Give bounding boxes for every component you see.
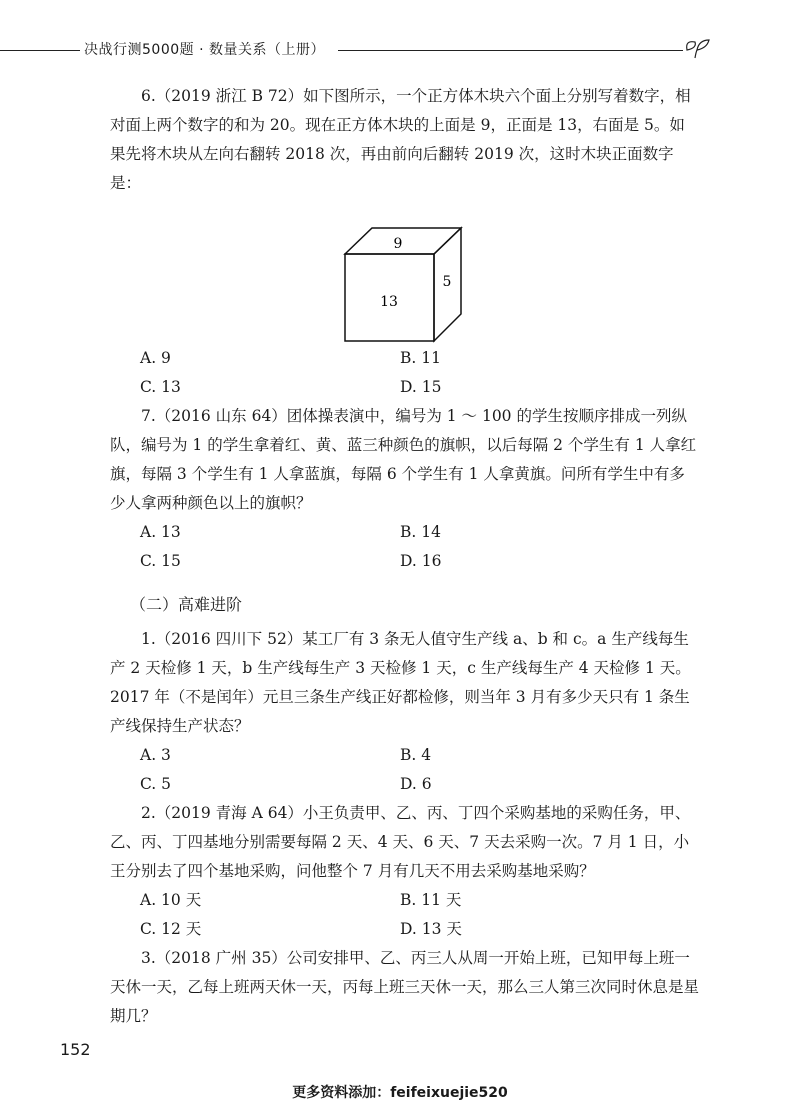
cube-right-number: 5 — [442, 274, 452, 290]
option-c: C. 12 天 — [140, 920, 202, 938]
option-d: D. 13 天 — [400, 920, 462, 938]
question-7: 7.（2016 山东 64）团体操表演中，编号为 1 ～ 100 的学生按顺序排成一列纵队，编号为 1 的学生拿着红、黄、蓝三种颜色的旗帜，以后每隔 2 个学生有 1 人拿红旗，每隔 3 个学生有 1 人拿蓝旗，每隔 6 个学生有 1 人拿黄旗。问所有学生中有多少人拿两种颜色以上的旗帜？ — [110, 407, 697, 512]
option-c: C. 5 — [140, 775, 172, 793]
options-adv2 — [110, 886, 700, 944]
section-title: （二）高难进阶 — [130, 595, 243, 614]
advanced-question-2: 2.（2019 青海 A 64）小王负责甲、乙、丙、丁四个采购基地的采购任务，甲、乙、丙、丁四基地分别需要每隔 2 天、4 天、6 天、7 天去采购一次。7 月 1 日，小王分别去了四个基地采购，问他整个 7 月有几天不用去采购基地采购？ — [110, 804, 691, 880]
advanced-question-3: 3.（2018 广州 35）公司安排甲、乙、丙三人从周一开始上班，已知甲每上班一天休一天，乙每上班两天休一天，丙每上班三天休一天，那么三人第三次同时休息是星期几？ — [110, 949, 700, 1025]
page-content — [110, 82, 700, 1031]
option-c: C. 15 — [140, 552, 181, 570]
option-a: A. 10 天 — [140, 891, 202, 909]
option-a: A. 3 — [140, 746, 171, 764]
options-adv1 — [110, 741, 700, 799]
question-6: 6.（2019 浙江 B 72）如下图所示，一个正方体木块六个面上分别写着数字，相对面上两个数字的和为 20。现在正方体木块的上面是 9，正面是 13，右面是 5。如果先将木块从左向右翻转 2018 次，再由前向后翻转 2019 次，这时木块正面数字是： — [110, 87, 691, 192]
option-b: B. 11 — [400, 349, 441, 367]
option-b: B. 11 天 — [400, 891, 462, 909]
book-title: 决战行测5000题 · 数量关系（上册） — [84, 42, 325, 58]
header-rule-right — [338, 50, 683, 51]
page-number: 152 — [60, 1040, 91, 1059]
header-rule-left — [0, 50, 80, 51]
cube-figure — [110, 202, 700, 344]
option-a: A. 13 — [140, 523, 181, 541]
footer-note: 更多资料添加：feifeixuejie520 — [292, 1085, 508, 1101]
options-q7 — [110, 518, 700, 576]
sprout-icon — [683, 36, 713, 60]
cube-front-number: 13 — [380, 294, 398, 310]
cube-diagram — [110, 202, 700, 344]
cube-top-number: 9 — [393, 236, 403, 252]
advanced-question-1: 1.（2016 四川下 52）某工厂有 3 条无人值守生产线 a、b 和 c。a 生产线每生产 2 天检修 1 天，b 生产线每生产 3 天检修 1 天，c 生产线每生产 4 天检修 1 天。2017 年（不是闰年）元旦三条生产线正好都检修，则当年 3 月有多少天只有 1 条生产线保持生产状态？ — [110, 630, 691, 735]
option-b: B. 4 — [400, 746, 432, 764]
option-d: D. 16 — [400, 552, 442, 570]
page-header — [0, 36, 800, 66]
option-a: A. 9 — [140, 349, 171, 367]
option-c: C. 13 — [140, 378, 181, 396]
options-q6 — [110, 344, 700, 402]
option-b: B. 14 — [400, 523, 441, 541]
option-d: D. 15 — [400, 378, 442, 396]
option-d: D. 6 — [400, 775, 432, 793]
